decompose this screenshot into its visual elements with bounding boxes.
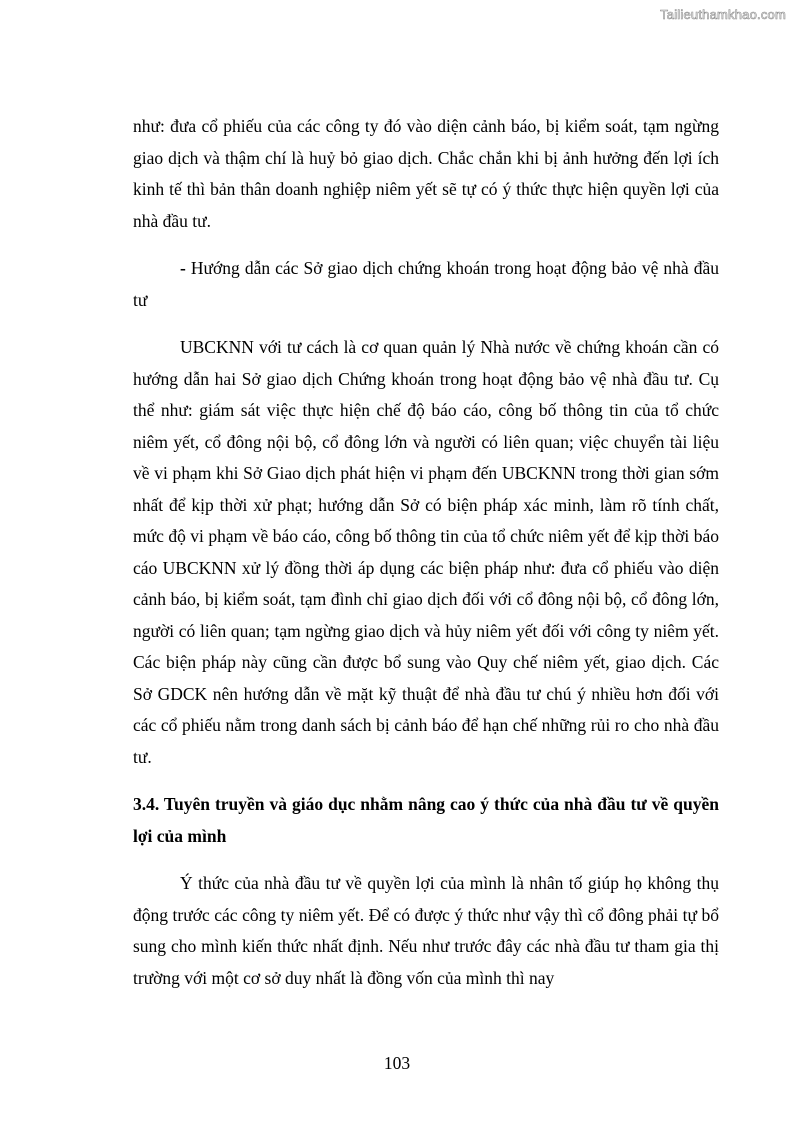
list-item-guidance xyxy=(133,253,719,316)
paragraph-awareness: Ý thức của nhà đầu tư về quyền lợi của mình là nhân tố giúp họ không thụ động trước các công ty niêm yết. Để có được ý thức như vậy thì cổ đông phải tự bổ sung cho mình kiến thức nhất định. Nếu như trước đây các nhà đầu tư tham gia thị trường với một cơ sở duy nhất là đồng vốn của mình thì nay xyxy=(133,873,719,988)
section-heading: 3.4. Tuyên truyền và giáo dục nhằm nâng cao ý thức của nhà đầu tư về quyền lợi của mình xyxy=(133,794,719,846)
paragraph-continuation: như: đưa cổ phiếu của các công ty đó vào diện cảnh báo, bị kiểm soát, tạm ngừng giao dịch và thậm chí là huỷ bỏ giao dịch. Chắc chắn khi bị ảnh hưởng đến lợi ích kinh tế thì bản thân doanh nghiệp niêm yết sẽ tự có ý thức thực hiện quyền lợi của nhà đầu tư. xyxy=(133,116,719,231)
watermark-text: Tailieuthamkhao.com xyxy=(660,7,786,22)
document-body xyxy=(133,111,719,1010)
list-dash: - xyxy=(180,258,186,278)
page-number: 103 xyxy=(383,1053,411,1073)
list-item-text: Hướng dẫn các Sở giao dịch chứng khoán trong hoạt động bảo vệ nhà đầu tư xyxy=(133,258,719,310)
paragraph-ubcknn: UBCKNN với tư cách là cơ quan quản lý Nhà nước về chứng khoán cần có hướng dẫn hai Sở giao dịch Chứng khoán trong hoạt động bảo vệ nhà đầu tư. Cụ thể như: giám sát việc thực hiện chế độ báo cáo, công bố thông tin của tổ chức niêm yết, cổ đông nội bộ, cổ đông lớn và người có liên quan; việc chuyển tài liệu về vi phạm khi Sở Giao dịch phát hiện vi phạm đến UBCKNN trong thời gian sớm nhất để kịp thời xử phạt; hướng dẫn Sở có biện pháp xác minh, làm rõ tính chất, mức độ vi phạm về báo cáo, công bố thông tin của tổ chức niêm yết để kịp thời báo cáo UBCKNN xử lý đồng thời áp dụng các biện pháp như: đưa cổ phiếu vào diện cảnh báo, bị kiểm soát, tạm đình chỉ giao dịch đối với cổ đông nội bộ, cổ đông lớn, người có liên quan; tạm ngừng giao dịch và hủy niêm yết đối với công ty niêm yết. Các biện pháp này cũng cần được bổ sung vào Quy chế niêm yết, giao dịch. Các Sở GDCK nên hướng dẫn về mặt kỹ thuật để nhà đầu tư chú ý nhiều hơn đối với các cổ phiếu nằm trong danh sách bị cảnh báo để hạn chế những rủi ro cho nhà đầu tư. xyxy=(133,337,719,767)
